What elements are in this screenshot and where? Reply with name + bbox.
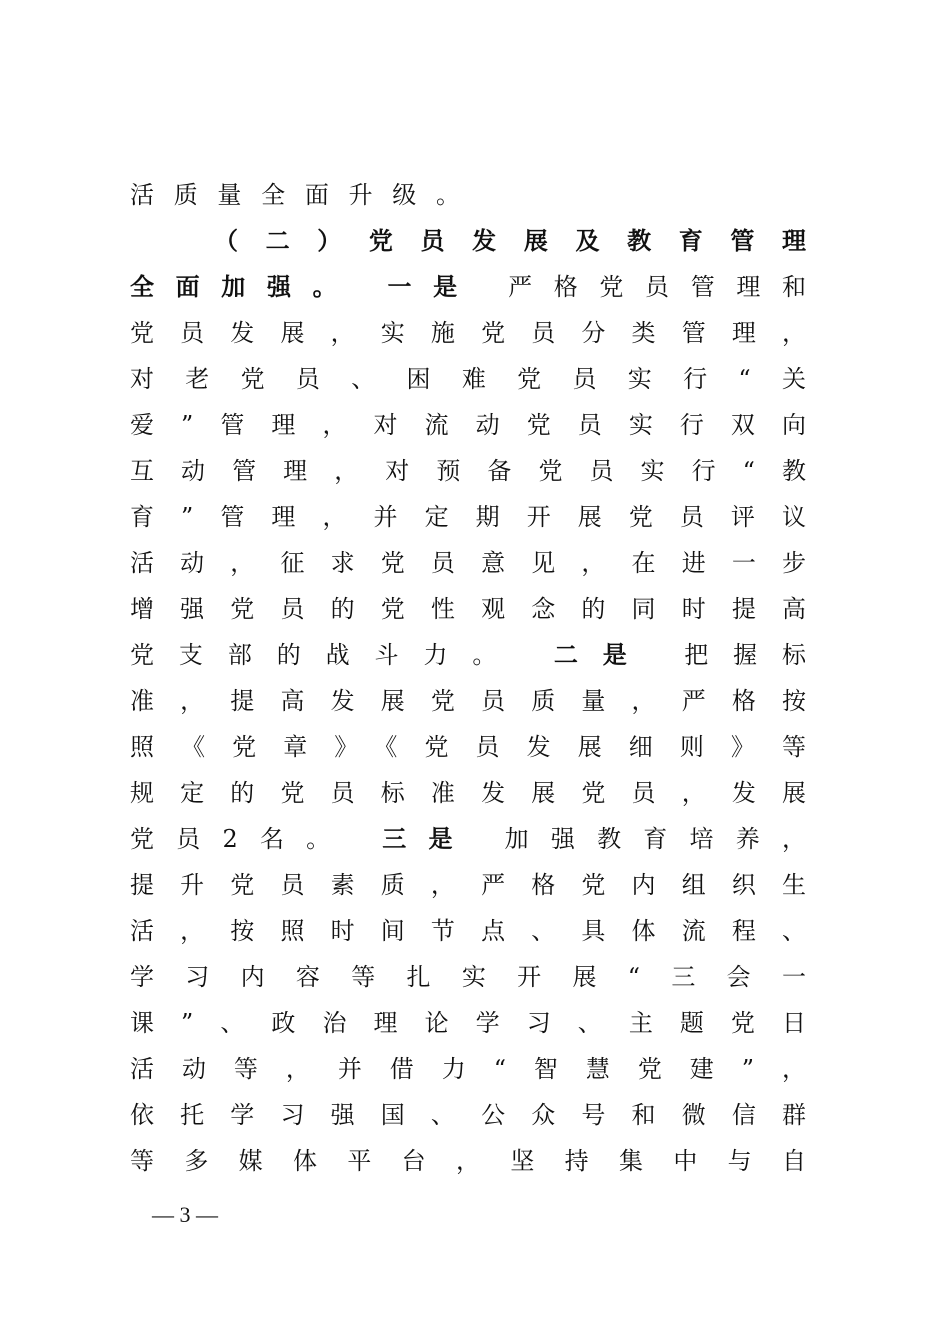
paragraph-line: 增强党员的党性观念的同时提高 bbox=[130, 595, 806, 623]
paragraph-line: 活，按照时间节点、具体流程、 bbox=[130, 917, 806, 945]
paragraph-line: 依托学习强国、公众号和微信群 bbox=[130, 1101, 806, 1129]
paragraph-line: 准，提高发展党员质量，严格按 bbox=[130, 687, 806, 715]
paragraph-line: 提升党员素质，严格党内组织生 bbox=[130, 871, 806, 899]
page-number: — 3 — bbox=[152, 1202, 218, 1227]
paragraph-line: 互动管理，对预备党员实行“教 bbox=[130, 457, 806, 485]
point-label-three: 三是 bbox=[382, 824, 475, 853]
paragraph-line: 活动等，并借力“智慧党建”， bbox=[130, 1055, 806, 1083]
paragraph-line: 学习内容等扎实开展“三会一 bbox=[130, 963, 806, 991]
paragraph-line: 育”管理，并定期开展党员评议 bbox=[130, 503, 806, 531]
paragraph-line bbox=[130, 816, 806, 862]
paragraph-line bbox=[130, 632, 806, 678]
paragraph-line: 等多媒体平台，坚持集中与自 bbox=[130, 1147, 806, 1175]
paragraph-line: 爱”管理，对流动党员实行双向 bbox=[130, 411, 806, 439]
paragraph-text: 党员2名。 bbox=[130, 825, 353, 853]
paragraph-line bbox=[130, 264, 806, 310]
section-heading-end: 全面加强。 bbox=[130, 272, 359, 301]
paragraph-line: 活动，征求党员意见，在进一步 bbox=[130, 549, 806, 577]
paragraph-line: 党员发展，实施党员分类管理， bbox=[130, 319, 806, 347]
paragraph-text: 加强教育培养， bbox=[504, 825, 806, 853]
paragraph-text: 把握标 bbox=[684, 641, 807, 669]
paragraph-line: 课”、政治理论学习、主题党日 bbox=[130, 1009, 806, 1037]
point-label-one: 一是 bbox=[387, 272, 479, 301]
paragraph-text: 党支部的战斗力。 bbox=[130, 641, 522, 669]
paragraph-line: 活质量全面升级。 bbox=[130, 181, 460, 209]
point-label-two: 二是 bbox=[553, 640, 652, 669]
paragraph-text: 严格党员管理和 bbox=[508, 273, 806, 301]
paragraph-line: 规定的党员标准发展党员，发展 bbox=[130, 779, 806, 807]
section-heading: （二）党员发展及教育管理 bbox=[214, 226, 806, 255]
paragraph-line: 对老党员、困难党员实行“关 bbox=[130, 365, 806, 393]
paragraph-line: 照《党章》《党员发展细则》等 bbox=[130, 733, 806, 761]
